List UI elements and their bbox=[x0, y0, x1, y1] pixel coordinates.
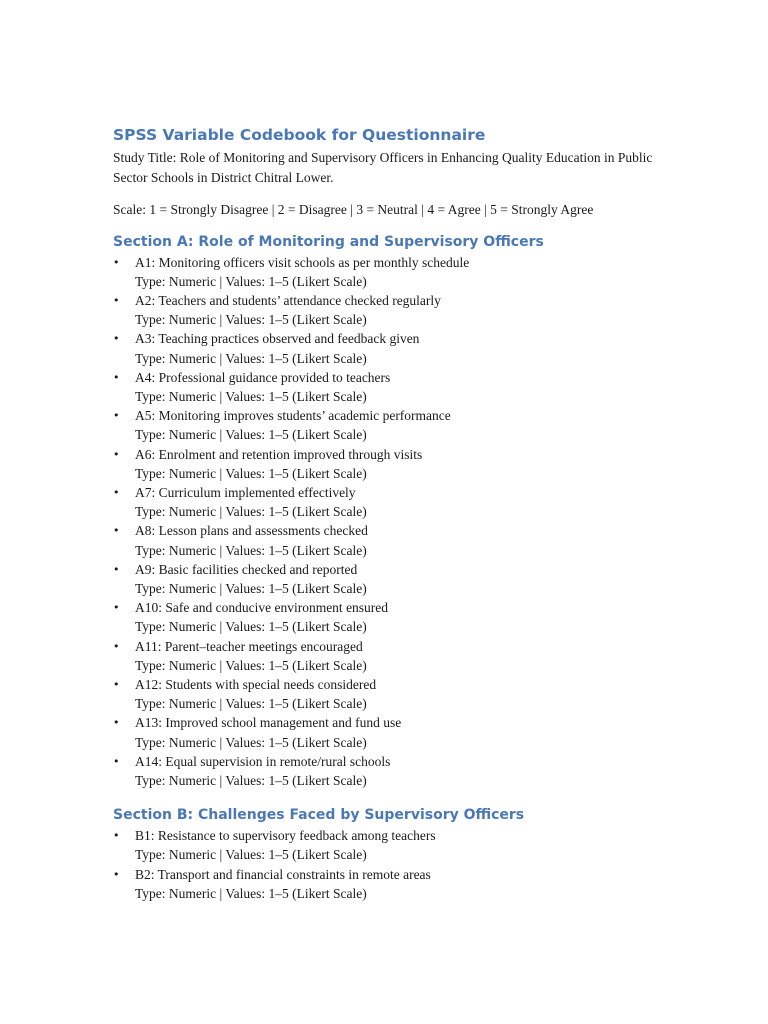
variable-label: A5: Monitoring improves students’ academic performance bbox=[135, 408, 451, 424]
variable-label: B1: Resistance to supervisory feedback among teachers bbox=[135, 828, 436, 844]
bullet-icon: • bbox=[113, 447, 120, 461]
list-item bbox=[113, 865, 658, 903]
list-item bbox=[113, 713, 658, 751]
bullet-icon: • bbox=[113, 409, 120, 423]
variable-label: A11: Parent–teacher meetings encouraged bbox=[135, 638, 363, 654]
variable-type: Type: Numeric | Values: 1–5 (Likert Scale) bbox=[135, 847, 367, 863]
variable-type: Type: Numeric | Values: 1–5 (Likert Scale) bbox=[135, 427, 367, 443]
list-item bbox=[113, 560, 658, 598]
variable-label: A8: Lesson plans and assessments checked bbox=[135, 523, 368, 539]
variable-label: A2: Teachers and students’ attendance checked regularly bbox=[135, 292, 441, 308]
variable-type: Type: Numeric | Values: 1–5 (Likert Scale) bbox=[135, 504, 367, 520]
variable-type: Type: Numeric | Values: 1–5 (Likert Scale) bbox=[135, 465, 367, 481]
section-b-heading: Section B: Challenges Faced by Supervisory Officers bbox=[113, 807, 525, 824]
variable-label: A3: Teaching practices observed and feedback given bbox=[135, 331, 420, 347]
list-item bbox=[113, 675, 658, 713]
variable-type: Type: Numeric | Values: 1–5 (Likert Scale) bbox=[135, 619, 367, 635]
list-item bbox=[113, 598, 658, 636]
bullet-icon: • bbox=[113, 677, 120, 691]
variable-type: Type: Numeric | Values: 1–5 (Likert Scale) bbox=[135, 312, 367, 328]
variable-type: Type: Numeric | Values: 1–5 (Likert Scale) bbox=[135, 580, 367, 596]
variable-label: A7: Curriculum implemented effectively bbox=[135, 484, 356, 500]
bullet-icon: • bbox=[113, 370, 120, 384]
variable-label: A9: Basic facilities checked and reported bbox=[135, 561, 358, 577]
variable-label: A10: Safe and conducive environment ensured bbox=[135, 600, 389, 616]
variable-type: Type: Numeric | Values: 1–5 (Likert Scale) bbox=[135, 734, 367, 750]
variable-type: Type: Numeric | Values: 1–5 (Likert Scale) bbox=[135, 350, 367, 366]
list-item bbox=[113, 406, 658, 444]
list-item bbox=[113, 826, 658, 864]
variable-label: A4: Professional guidance provided to teachers bbox=[135, 369, 391, 385]
section-a-list bbox=[113, 253, 658, 791]
document-title: SPSS Variable Codebook for Questionnaire bbox=[113, 126, 486, 144]
section-b bbox=[113, 805, 658, 903]
document-page bbox=[113, 124, 658, 903]
list-item bbox=[113, 483, 658, 521]
variable-type: Type: Numeric | Values: 1–5 (Likert Scale) bbox=[135, 542, 367, 558]
variable-type: Type: Numeric | Values: 1–5 (Likert Scale) bbox=[135, 696, 367, 712]
variable-label: A13: Improved school management and fund use bbox=[135, 715, 402, 731]
variable-label: A1: Monitoring officers visit schools as per monthly schedule bbox=[135, 254, 470, 270]
section-a-heading: Section A: Role of Monitoring and Supervisory Officers bbox=[113, 233, 544, 250]
study-title: Study Title: Role of Monitoring and Supervisory Officers in Enhancing Quality Education in Public Sector Schools in District Chitral Lower. bbox=[113, 150, 653, 185]
variable-type: Type: Numeric | Values: 1–5 (Likert Scale) bbox=[135, 657, 367, 673]
variable-type: Type: Numeric | Values: 1–5 (Likert Scale) bbox=[135, 273, 367, 289]
bullet-icon: • bbox=[113, 829, 120, 843]
variable-label: A14: Equal supervision in remote/rural schools bbox=[135, 753, 391, 769]
list-item bbox=[113, 752, 658, 790]
bullet-icon: • bbox=[113, 255, 120, 269]
bullet-icon: • bbox=[113, 293, 120, 307]
bullet-icon: • bbox=[113, 332, 120, 346]
section-a bbox=[113, 232, 658, 791]
variable-label: A12: Students with special needs considered bbox=[135, 676, 377, 692]
bullet-icon: • bbox=[113, 601, 120, 615]
list-item bbox=[113, 521, 658, 559]
list-item bbox=[113, 253, 658, 291]
variable-type: Type: Numeric | Values: 1–5 (Likert Scale) bbox=[135, 772, 367, 788]
list-item bbox=[113, 445, 658, 483]
list-item bbox=[113, 291, 658, 329]
bullet-icon: • bbox=[113, 639, 120, 653]
bullet-icon: • bbox=[113, 524, 120, 538]
bullet-icon: • bbox=[113, 485, 120, 499]
variable-label: A6: Enrolment and retention improved through visits bbox=[135, 446, 423, 462]
scale-description: Scale: 1 = Strongly Disagree | 2 = Disagree | 3 = Neutral | 4 = Agree | 5 = Strongly Agree bbox=[113, 202, 594, 217]
bullet-icon: • bbox=[113, 562, 120, 576]
bullet-icon: • bbox=[113, 754, 120, 768]
variable-type: Type: Numeric | Values: 1–5 (Likert Scale) bbox=[135, 885, 367, 901]
bullet-icon: • bbox=[113, 716, 120, 730]
variable-type: Type: Numeric | Values: 1–5 (Likert Scale) bbox=[135, 388, 367, 404]
variable-label: B2: Transport and financial constraints in remote areas bbox=[135, 866, 431, 882]
list-item bbox=[113, 637, 658, 675]
list-item bbox=[113, 368, 658, 406]
section-b-list bbox=[113, 826, 658, 903]
list-item bbox=[113, 329, 658, 367]
bullet-icon: • bbox=[113, 867, 120, 881]
